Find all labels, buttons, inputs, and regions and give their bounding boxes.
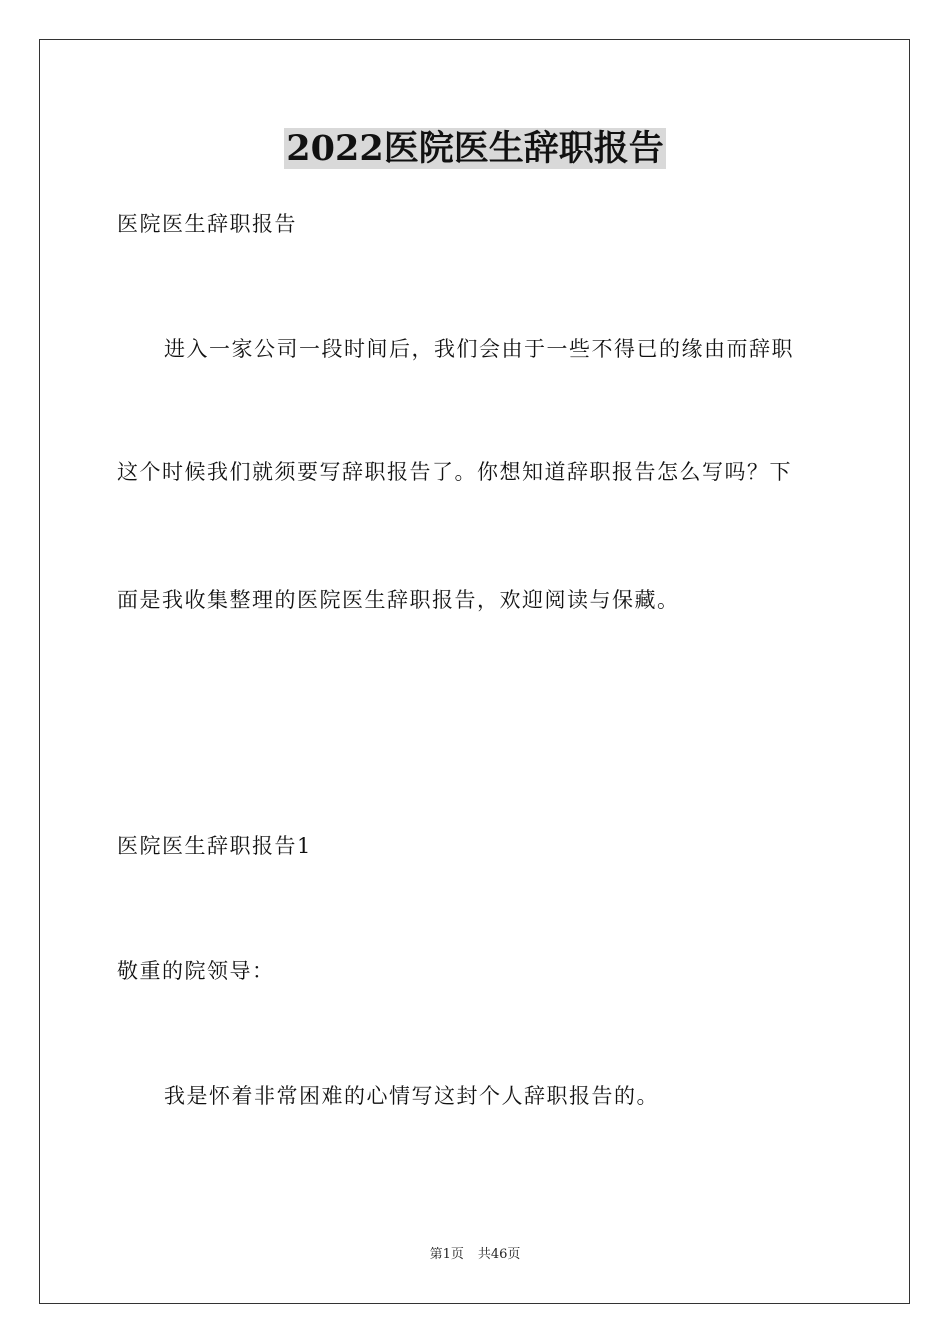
document-title-text: 2022医院医生辞职报告 bbox=[286, 128, 664, 169]
intro-line-2: 这个时候我们就须要写辞职报告了。你想知道辞职报告怎么写吗？下 bbox=[117, 460, 792, 484]
page-number: 第1页 bbox=[429, 1247, 464, 1262]
document-subtitle: 医院医生辞职报告 bbox=[117, 212, 297, 236]
section-heading: 医院医生辞职报告1 bbox=[117, 834, 312, 858]
intro-line-3: 面是我收集整理的医院医生辞职报告，欢迎阅读与保藏。 bbox=[117, 588, 680, 612]
intro-line-1: 进入一家公司一段时间后，我们会由于一些不得已的缘由而辞职 bbox=[164, 337, 794, 361]
salutation: 敬重的院领导： bbox=[117, 959, 275, 983]
body-paragraph-line: 我是怀着非常困难的心情写这封个人辞职报告的。 bbox=[164, 1084, 659, 1108]
page-footer bbox=[0, 1246, 950, 1264]
document-title bbox=[0, 126, 950, 172]
page-total: 共46页 bbox=[477, 1247, 521, 1262]
